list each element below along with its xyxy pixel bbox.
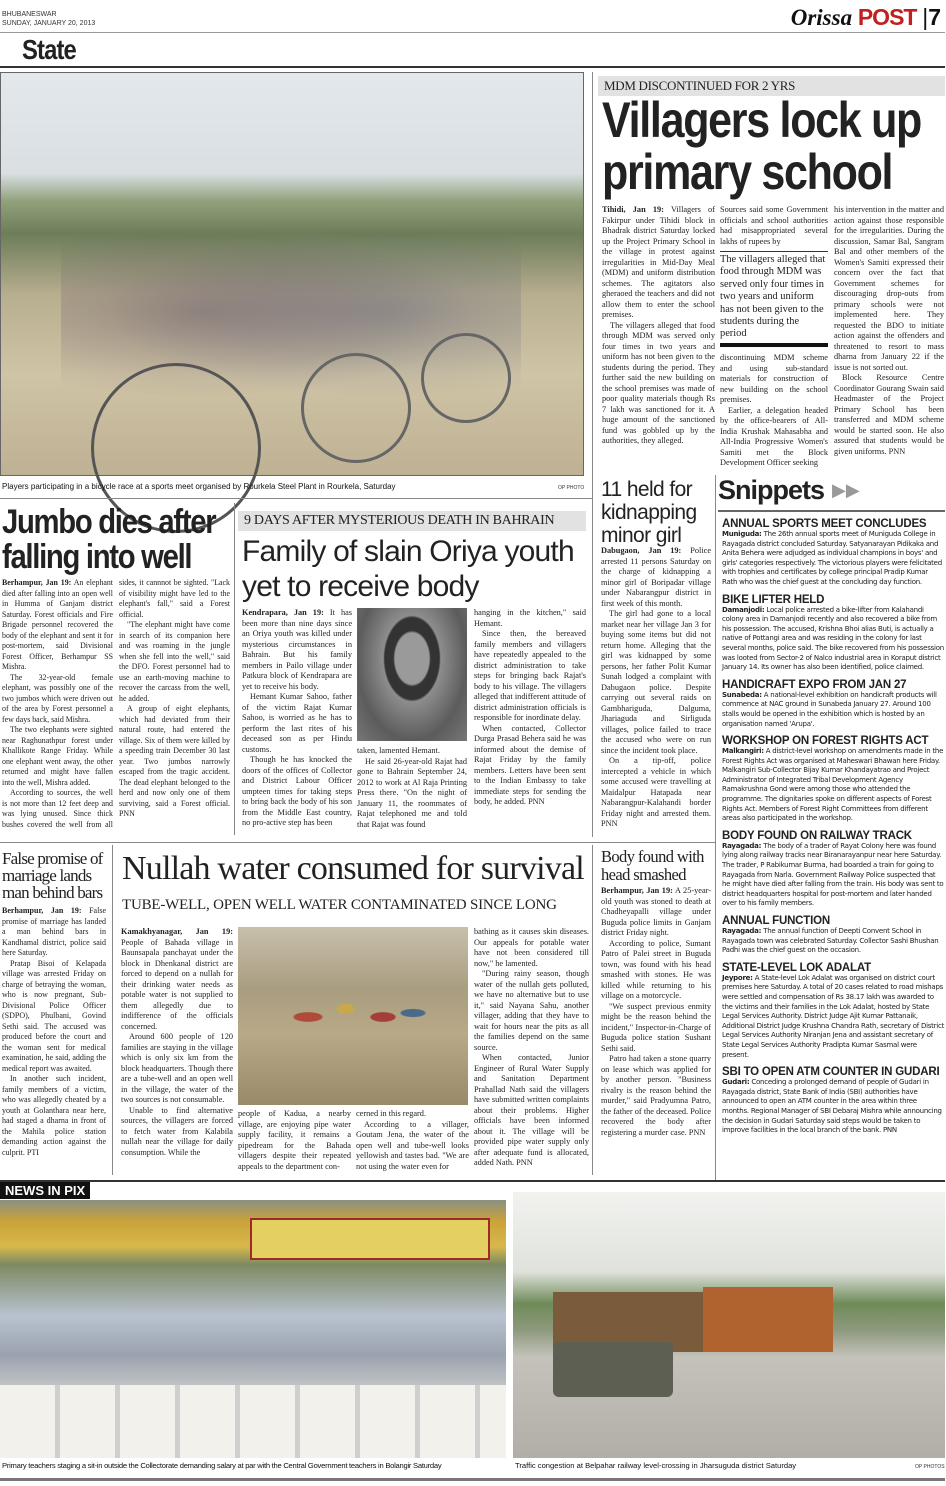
mdm-headline: Villagers lock up primary school (602, 92, 922, 200)
paragraph (357, 746, 467, 757)
paragraph-text: bathing as it causes skin diseases. Our appeals for potable water have not been considered till now," he lamented. (474, 927, 589, 968)
paragraph (834, 205, 944, 373)
nullah-col1 (121, 927, 233, 1177)
snippet-heading: WORKSHOP ON FOREST RIGHTS ACT (722, 735, 929, 748)
dateline: Berhampur, Jan 19: (2, 578, 72, 587)
snippet-text (722, 606, 945, 673)
paragraph (601, 609, 711, 756)
paragraph (121, 1032, 233, 1106)
paragraph (601, 1002, 711, 1055)
paragraph-text: The villagers alleged that food through MDM was served only four times in two years and uniform has not been given to the students during the period. They further said the new building on the school premises was made of poor quality materials though Rs 7 lakh was sanctioned for it. A huge amount of the sanctioned fund was gobbled up by the authorities, they alleged. (602, 320, 715, 445)
paragraph-text: According to police, Sumant Patro of Palei street in Buguda town, was found with his head smashed with stones. He was killed while returning to his village on a motorcycle. (601, 938, 711, 1000)
paragraph-text: hanging in the kitchen," said Hemant. (474, 608, 586, 628)
paragraph-text: An elephant died after falling into an open well in Humma of Ganjam district Saturday. Forest officials and Fire Brigade personnel recovered the body of the elephant and sent it for post-mortem, said Divisional Forest Officer, Berhampur SS Mishra. (2, 578, 113, 671)
paragraph (119, 620, 230, 704)
snippet-place: Muniguda: (722, 530, 762, 538)
mdm-col3 (834, 205, 944, 465)
paragraph-text: When contacted, Collector Durga Prasad Behera said he was informed about the demise of Rajat Friday by the family members. Letters have been sent to the Indian Embassy to take immediate steps for sending the body, he added. PNN (474, 723, 586, 806)
paragraph-text: Around 600 people of 120 families are staying in the village which is only six km from the block headquarters. Though there are a tube-well and an open well in the village, the water of the two sources is not consumable. (121, 1032, 233, 1104)
snippet-body: The annual function of Deepti Convent School in Rayagada town was celebrated Saturday. Collector Sashi Bhushan Padhi was the chief guest on the occasion. (722, 927, 939, 955)
paragraph-text: A group of eight elephants, which had deviated from their natural route, had entered the village. Six of them were killed by a speeding train December 30 last year. Two jumbos narrowly escaped from the tragic accident. The dead elephant belonged to the herd and now only one of them surviving, said a Forest official. PNN (119, 704, 230, 818)
paragraph (121, 927, 233, 1032)
paragraph (474, 608, 586, 629)
page-number: 7 (928, 4, 941, 30)
snippet-place: Rayagada: (722, 927, 762, 935)
paragraph (474, 927, 589, 969)
paragraph (356, 1109, 469, 1120)
paragraph-text: "During rainy season, though water of the nullah gets polluted, we have no alternative but to use it," said Nayana Sahu, another villager, adding that they have to wait for hours near the pits as all the families depend on the same source. (474, 969, 589, 1052)
paragraph-text: Villagers of Fakirpur under Tihidi block in Bhadrak district Saturday locked up the Project Primary School in the village in protest against irregularities in Mid-Day Meal (MDM) and uniform distribution schemes. The agitators also gheraoed the teachers and did not allow them to enter the school premises. (602, 205, 715, 319)
snippet-place: Sunabeda: (722, 690, 762, 699)
paragraph (602, 205, 715, 321)
snippet-body: Conceding a prolonged demand of people of Gudari in Rayagada district, State Bank of India (SBI) authorities have announced to open an ATM counter in the area within three months. Regional Manager of SBI Debaraj Mishra while announcing the decision in Gudari Saturday said steps would be taken to improve facilities in the local branch of the bank. PNN (722, 1078, 942, 1135)
paragraph-text: Block Resource Centre Coordinator Gourang Swain said Headmaster of the Project Primary School has been transferred and MDM scheme would be started soon. He also assured that students would be given uniforms. PNN (834, 373, 944, 456)
paragraph-text: Police arrested 11 persons Saturday on the charge of kidnapping a minor girl of Boripadar village under Nabarangpur district in first week of this month. (601, 546, 712, 608)
marriage-body (2, 906, 106, 1176)
paragraph-text: Earlier, a delegation headed by the office-bearers of All-India Krushak Mahasabha and All-India Progressive Women's Samiti met the Block Development Officer seeking (720, 405, 828, 467)
paragraph-text: Sources said some Government officials and school authorities had misappropriated several lakhs of rupees by (720, 205, 828, 246)
paragraph (2, 578, 113, 673)
snippets-box (718, 475, 945, 1175)
paragraph (601, 546, 711, 609)
section-title: State (22, 34, 76, 65)
dateline: Kendrapara, Jan 19: (242, 608, 324, 617)
snippet-place: Jeypore: (722, 973, 753, 982)
paragraph-text: In another such incident, family members of a victim, who was allegedly cheated by a youth at Golanthara near here, had staged a dharna in front of the Mahila police station demanding action against the culprit. PTI (2, 1074, 106, 1157)
mdm-kicker: MDM DISCONTINUED FOR 2 YRS (598, 76, 945, 96)
mdm-pullquote: The villagers alleged that food through MDM was served only four times in two years and uniform has not been given to the students during the period (720, 254, 826, 340)
news-in-pix-label: NEWS IN PIX (0, 1182, 90, 1199)
paragraph (2, 906, 106, 959)
paragraph-text: Though he has knocked the doors of the offices of Collector and District Labour Officer umpteen times for taking steps to bring back the body of his son from the Middle East country, no pro-active step has been (242, 755, 352, 827)
nullah-col4 (474, 927, 589, 1177)
nullah-col3 (356, 1109, 469, 1177)
snippets-title: Snippets (718, 475, 825, 505)
paragraph-text: It has been more than nine days since an Oriya youth was killed under mysterious circumstances in Bahrain. But his family members in Pailo village under Patkura block of Kendrapara are yet to receive his body. (242, 608, 353, 691)
snippet-body: Local police arrested a bike-lifter from Kalahandi colony area in Damanjodi recently and also recovered a bike from his possession. The accused, Krishna Bhoi alias Buti, is actually a native of Pottangi area and was residing in the colony for last several months, police said. The bike recovered from his possession was looted from Sector-2 of Nalco industrial area in Koraput district January 14. Its owner has also been identified, police claimed. (722, 605, 944, 672)
paragraph (119, 704, 230, 820)
paragraph-text: The 32-year-old female elephant, was possibly one of the two jumbos which were driven out of the area by Forest personnel a few days back, said Mishra. (2, 672, 113, 724)
oriya-col2 (357, 746, 467, 835)
paragraph (601, 1054, 711, 1138)
paragraph (834, 373, 944, 457)
jumbo-headline: Jumbo dies after falling into well (2, 503, 216, 576)
snippet-body: A State-level Lok Adalat was organised on district court premises here Saturday. A total of 20 cases related to road mishaps were settled and compensation of Rs 38.17 lakh was awarded to the victims and their families in the Lok Adalat, hosted by State Legal Services Authority. District Judge Ajit Kumar Pattanaik, Additional District Judge Krushna Chandra Rath, secretary of District Legal Services Authority Niranjan Jena and assistant secretary of State Legal Services Authority Pradipta Kumar Sasmal were present. (722, 973, 945, 1059)
paragraph-text: people of Kadua, a nearby village, are enjoying pipe water supply facility, it remains a pipedream for the Bahada villagers despite their repeated appeals to the department con- (238, 1109, 351, 1171)
paragraph-text: On a tip-off, police intercepted a vehicle in which some accused were travelling at Maidalpur Hatapada near Nabarangpur-Kalahandi border Friday night and arrested them. PNN (601, 756, 711, 828)
paragraph (601, 756, 711, 830)
brand-logo: Orissa POST |7 (790, 4, 941, 30)
paragraph (2, 1074, 106, 1158)
snippet-heading: HANDICRAFT EXPO FROM JAN 27 (722, 678, 907, 691)
kidnap-headline: 11 held for kidnapping minor girl (601, 478, 697, 547)
paragraph-text: Pratap Bisoi of Kelapada village was arrested Friday on charge of betraying the woman, who is now pregnant, Sub-Divisional Police Officer (SDPO), Phulbani, Govind Sethi said. The accused was produced before the court and the woman sent for medical examination, he said, adding the medical report was awaited. (2, 958, 106, 1073)
victim-portrait (357, 608, 467, 741)
snippet-text (722, 691, 945, 729)
dateline: Berhampur, Jan 19: (601, 886, 673, 895)
paragraph (474, 724, 586, 808)
snippet-place: Malkangiri: (722, 747, 764, 756)
paragraph (242, 692, 352, 755)
dateline: Berhampur, Jan 19: (2, 906, 82, 915)
marriage-headline: False promise of marriage lands man behind bars (2, 849, 103, 902)
jumbo-body (2, 578, 230, 835)
oriya-col1 (242, 608, 352, 835)
nullah-col2 (238, 1109, 351, 1177)
paragraph (242, 755, 352, 829)
pix-caption-1: Primary teachers staging a sit-in outside the Collectorate demanding salary at par with the Central Government teachers in Bolangir Saturday (2, 1461, 442, 1470)
villagers-nullah-photo (238, 927, 468, 1105)
snippet-place: Gudari: (722, 1078, 750, 1087)
paragraph-text: Patro had taken a stone quarry on lease which was applied for by another person. "Business rivalry is the reason behind the murder," said Pradyumna Patro, the father of the deceased. Police recovered the body after registering a murder case. PNN (601, 1054, 711, 1137)
paragraph-text: According to sources, the well is not more than 12 feet deep and was lying unused. Since thick bushes covered the well from all sides, it cannnot be sighted. "Lack of visibility might have led to the elephant's fall," said a Forest official. (2, 578, 230, 829)
paragraph (602, 321, 715, 447)
dateline: Kamakhyanagar, Jan 19: (121, 927, 233, 936)
paragraph-text: False promise of marriage has landed a man behind bars in Kandhamal district, police said here Saturday. (2, 906, 106, 957)
nullah-headline: Nullah water consumed for survival (122, 850, 584, 887)
paragraph-text: his intervention in the matter and action against those responsible for the irregularities. During the discussion, Samar Bal, Sangram Bal and other members of the Women's Samiti expressed their concern over the fact that Government schemes for discouraging drop-outs from primary schools were not implemented here. They requested the BDO to initiate action against the offenders and threatened to resort to mass dharna from January 22 if the issue is not sorted out. (834, 205, 944, 372)
paragraph-text: The girl had gone to a local market near her village Jan 3 for buying some items but did not return home. Alleging that the girl was kidnapped by some persons, her father Polit Kumar Sunah lodged a complaint with Dabugaon police. Despite carrying out several raids on Gambhariguda, Dalguma, Jhariaguda and Sirliguda villages, police failed to trace the accused who were on run since the incident took place. (601, 609, 711, 755)
snippet-body: A national-level exhibition on handicraft products will commence at NAC ground in Sunabeda January 27. Around 100 stalls would be opened in the exhibition which is hosted by an organisation named 'Arupa'. (722, 690, 937, 728)
snippet-text (722, 530, 945, 588)
bicycle-race-photo (0, 72, 584, 476)
paragraph (720, 353, 828, 406)
paragraph-text: People of Bahada village in Baunsapala panchayat under the block in Dhenkanal district are forced to depend on a nullah for their drinking water needs as potable water is not supplied to them allegedly due to indifference of the officials concerned. (121, 937, 233, 1031)
oriya-kicker: 9 DAYS AFTER MYSTERIOUS DEATH IN BAHRAIN (238, 511, 586, 531)
snippet-text (722, 927, 945, 956)
snippet-heading: ANNUAL FUNCTION (722, 915, 830, 927)
paragraph (474, 1053, 589, 1169)
lead-photo-caption: Players participating in a bicycle race at a sports meet organised by Rourkela Steel Plant in Rourkela, Saturday (2, 482, 396, 491)
paragraph (356, 1120, 469, 1173)
dateline: Tihidi, Jan 19: (602, 205, 664, 214)
snippet-heading: ANNUAL SPORTS MEET CONCLUDES (722, 518, 927, 530)
snippet-heading: BIKE LIFTER HELD (722, 593, 825, 606)
paragraph-text: A 25-year-old youth was stoned to death at Chadheyapalli village under Buguda police limits in Ganjam district Friday night. (601, 886, 711, 937)
snippet-text (722, 747, 945, 824)
city: BHUBANESWAR (2, 11, 57, 18)
snippet-text (722, 1078, 945, 1136)
paragraph (2, 673, 113, 726)
oriya-headline: Family of slain Oriya youth yet to receive body (242, 535, 574, 603)
snippet-heading: STATE-LEVEL LOK ADALAT (722, 961, 871, 974)
kidnap-body (601, 546, 711, 836)
mdm-col2-top (720, 205, 828, 246)
nullah-subhead: TUBE-WELL, OPEN WELL WATER CONTAMINATED SINCE LONG (122, 897, 557, 913)
paragraph-text: taken, lamented Hemant. (357, 746, 440, 755)
paragraph-text: Unable to find alternative sources, the villagers are forced to fetch water from Kalabila nullah near the village for daily consumption. While the (121, 1105, 233, 1157)
paragraph-text: When contacted, Junior Engineer of Rural Water Supply and Sanitation Department Prahallad Nath said the villagers have submitted written complaints about their problems. Higher officials have been informed about it. The village will be provided pipe water supply only after adequate fund is allocated, added Nath. PNN (474, 1053, 589, 1167)
paragraph (474, 629, 586, 724)
paragraph (2, 959, 106, 1075)
snippet-heading: BODY FOUND ON RAILWAY TRACK (722, 829, 912, 842)
paragraph-text: Since then, the bereaved family members and villagers have repeatedly appealed to the district administration to take steps for bringing back Rajat's body to his village. The villagers alleged that indifferent attitude of district administration officials is responsible for inordinate delay. (474, 629, 586, 722)
paragraph (238, 1109, 351, 1172)
photo-credit: OP PHOTO (558, 485, 585, 491)
snippet-text (722, 974, 945, 1060)
arrow-icon: ▶▶ (832, 480, 860, 500)
smashed-headline: Body found with head smashed (601, 847, 704, 884)
paragraph (720, 205, 828, 247)
paragraph (601, 886, 711, 939)
dateline: Dabugaon, Jan 19: (601, 546, 682, 555)
paragraph-text: discontinuing MDM scheme and using sub-standard materials for construction of new building on the school premises. (720, 353, 828, 404)
paragraph (357, 757, 467, 831)
mdm-col1 (602, 205, 715, 465)
snippet-place: Damanjodi: (722, 605, 765, 614)
snippet-place: Rayagada: (722, 841, 762, 850)
pix-credit: OP PHOTOS (915, 1464, 945, 1470)
mdm-col2-bottom (720, 353, 828, 467)
snippet-body: A district-level workshop on amendments made in the Forest Rights Act was organised at Maheswari Bhawan here Friday. Malkangiri Sub-Collector Bijay Kumar Khandayatrao and Project Administrator of Integrated Tribal Development Agency Ramakrushna Gond were among those who attended the programme. The dignitaries spoke on different aspects of Forest Rights Act. Members of Forest Right Committees from different areas also participated in the workshop. (722, 747, 944, 823)
paragraph-text: According to a villager, Goutam Jena, the water of the open well and tube-well looks yellowish and tastes bad. "We are not using the water even for (356, 1119, 469, 1171)
paragraph-text: He said 26-year-old Rajat had gone to Bahrain September 24, 2012 to work at Al Raja Printing Press there. "On the night of January 11, the roommates of Rajat telephoned me and told that Rajat was found (357, 756, 467, 829)
paragraph-text: Hemant Kumar Sahoo, father of the victim Rajat Kumar Sahoo, is worried as he has to perform the last rites of his deceased son as per Hindu customs. (242, 692, 352, 754)
traffic-congestion-photo (513, 1192, 945, 1458)
oriya-col3 (474, 608, 586, 835)
snippet-body: The body of a trader of Rayat Colony here was found lying along railway tracks near Biranarayanpur near here Saturday. The trader, P Rabikumar Burma, had boarded a train for going to Rayagada from Narla. Government Railway Police suspected that he might have died after falling from the train. His body was sent to district headquarters hospital for post-mortem and later handed over to his family members. (722, 841, 944, 908)
paragraph (121, 1106, 233, 1159)
paragraph (720, 406, 828, 469)
paragraph-text: The two elephants were sighted near Raghunathpur forest under Khallikote Range Friday. While one elephant went away, the other returned and might have fallen into the well, Mishra added. (2, 725, 113, 787)
paragraph-text: "We suspect previous enmity might be the reason behind the incident," Inspector-in-Charge of Buguda police station Sushant Sethi said. (601, 1001, 711, 1053)
issue-date: SUNDAY, JANUARY 20, 2013 (2, 20, 96, 27)
pix-caption-2: Traffic congestion at Belpahar railway level-crossing in Jharsuguda district Saturday (515, 1461, 797, 1470)
snippet-heading: SBI TO OPEN ATM COUNTER IN GUDARI (722, 1066, 940, 1079)
smashed-body (601, 886, 711, 1176)
teachers-sit-in-photo (0, 1200, 506, 1458)
paragraph (242, 608, 352, 692)
paragraph (474, 969, 589, 1053)
paragraph (601, 939, 711, 1002)
paragraph-text: cerned in this regard. (356, 1109, 427, 1118)
snippet-text (722, 842, 945, 909)
paragraph-text: "The elephant might have come in search of its companion here and was roaming in the jungle when she fell into the well," said the DFO. Forest personnel had to use an earth-moving machine to recover the carcass from the well, he added. (119, 620, 230, 703)
snippet-body: The 26th annual sports meet of Muniguda College in Rayagada district concluded Saturday. Satyanarayan Pidikaka and Anita Behera were adjudged as individual champions in boys' and girls' categories respectively. The victorious players were felicitated with trophies and certificates by college principal Pradip Kumar Rath who was the chief guest at the concluding day function. (722, 530, 942, 586)
snippets-list (718, 518, 945, 1136)
paragraph (2, 725, 113, 788)
